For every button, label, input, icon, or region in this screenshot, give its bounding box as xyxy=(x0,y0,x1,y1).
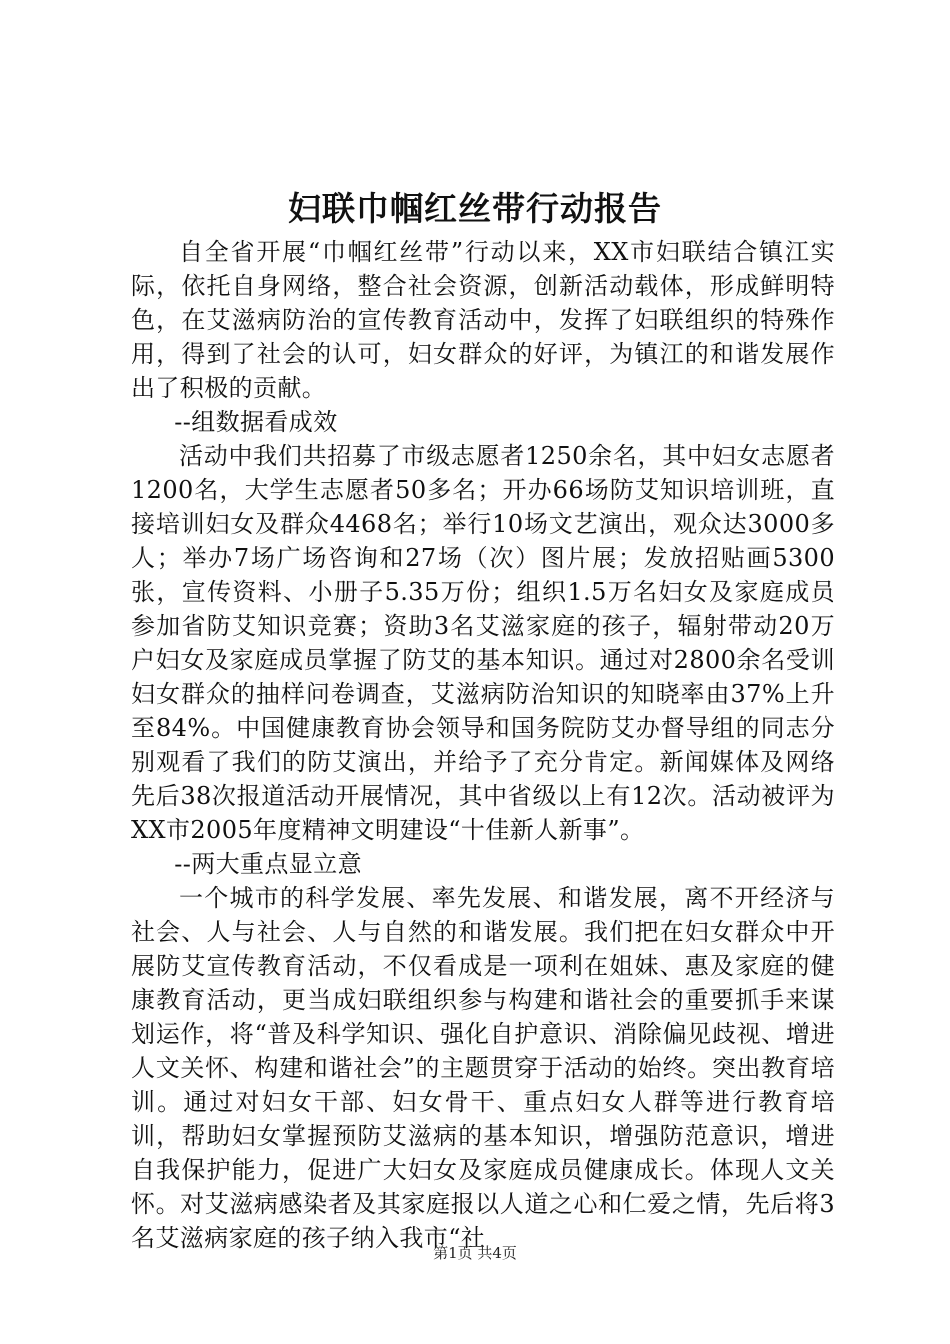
results-paragraph: 活动中我们共招募了市级志愿者1250余名，其中妇女志愿者1200名，大学生志愿者50多名；开办66场防艾知识培训班，直接培训妇女及群众4468名；举行10场文艺演出，观众达3000多人；举办7场广场咨询和27场（次）图片展；发放招贴画5300张，宣传资料、小册子5.35万份；组织1.5万名妇女及家庭成员参加省防艾知识竞赛；资助3名艾滋家庭的孩子，辐射带动20万户妇女及家庭成员掌握了防艾的基本知识。通过对2800余名受训妇女群众的抽样问卷调查，艾滋病防治知识的知晓率由37%上升至84%。中国健康教育协会领导和国务院防艾办督导组的同志分别观看了我们的防艾演出，并给予了充分肯定。新闻媒体及网络先后38次报道活动开展情况，其中省级以上有12次。活动被评为XX市2005年度精神文明建设“十佳新人新事”。 xyxy=(131,442,835,844)
section-heading-results: --组数据看成效 xyxy=(174,408,338,436)
page-number-footer: 第1页 共4页 xyxy=(433,1244,517,1262)
section-heading-focus: --两大重点显立意 xyxy=(174,850,363,878)
intro-paragraph: 自全省开展“巾帼红丝带”行动以来，XX市妇联结合镇江实际，依托自身网络，整合社会资源，创新活动载体，形成鲜明特色，在艾滋病防治的宣传教育活动中，发挥了妇联组织的特殊作用，得到了社会的认可，妇女群众的好评，为镇江的和谐发展作出了积极的贡献。 xyxy=(131,238,835,402)
document-body xyxy=(131,235,835,1255)
focus-paragraph: 一个城市的科学发展、率先发展、和谐发展，离不开经济与社会、人与社会、人与自然的和谐发展。我们把在妇女群众中开展防艾宣传教育活动，不仅看成是一项利在姐妹、惠及家庭的健康教育活动，更当成妇联组织参与构建和谐社会的重要抓手来谋划运作，将“普及科学知识、强化自护意识、消除偏见歧视、增进人文关怀、构建和谐社会”的主题贯穿于活动的始终。突出教育培训。通过对妇女干部、妇女骨干、重点妇女人群等进行教育培训，帮助妇女掌握预防艾滋病的基本知识，增强防范意识，增进自我保护能力，促进广大妇女及家庭成员健康成长。体现人文关怀。对艾滋病感染者及其家庭报以人道之心和仁爱之情，先后将3名艾滋病家庭的孩子纳入我市“社 xyxy=(131,884,835,1252)
document-title: 妇联巾帼红丝带行动报告 xyxy=(288,189,662,228)
